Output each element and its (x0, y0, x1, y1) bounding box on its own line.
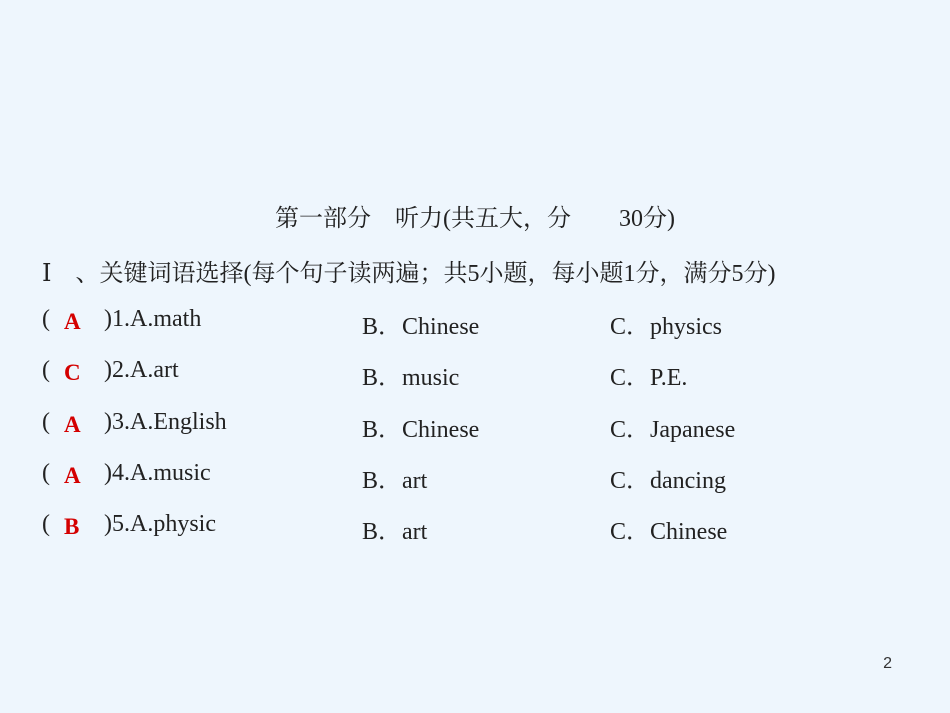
answer-letter: A (64, 463, 81, 488)
question-option-b: B．art (362, 519, 428, 545)
question-option-b: B．art (362, 468, 428, 494)
paren-open: ( (42, 357, 50, 383)
question-row-1 (42, 306, 902, 342)
question-option-a: )3.A.English (104, 409, 227, 435)
question-option-c: C．physics (610, 314, 723, 340)
paren-open: ( (42, 511, 50, 537)
question-option-b: B．Chinese (362, 417, 480, 443)
question-row-2 (42, 357, 902, 393)
question-option-c: C．dancing (610, 468, 726, 494)
question-option-c: C．Chinese (610, 519, 728, 545)
question-row-4 (42, 460, 902, 496)
page-number: 2 (883, 655, 892, 672)
section-heading: 第一部分 听力(共五大，分 30分) (275, 206, 675, 232)
question-option-c: C．Japanese (610, 417, 736, 443)
answer-letter: A (64, 309, 81, 334)
answer-letter: C (64, 360, 81, 385)
question-option-b: B．Chinese (362, 314, 480, 340)
paren-open: ( (42, 306, 50, 332)
question-row-5 (42, 511, 902, 547)
instruction-text: Ⅰ 、关键词语选择(每个句子读两遍；共5小题，每小题1分，满分5分) (42, 261, 776, 287)
paren-open: ( (42, 460, 50, 486)
answer-letter: A (64, 412, 81, 437)
question-option-a: )5.A.physic (104, 511, 216, 537)
question-option-a: )1.A.math (104, 306, 202, 332)
question-row-3 (42, 409, 902, 445)
question-option-a: )2.A.art (104, 357, 179, 383)
question-option-a: )4.A.music (104, 460, 211, 486)
question-option-c: C．P.E. (610, 365, 688, 391)
question-option-b: B．music (362, 365, 460, 391)
paren-open: ( (42, 409, 50, 435)
answer-letter: B (64, 514, 80, 539)
